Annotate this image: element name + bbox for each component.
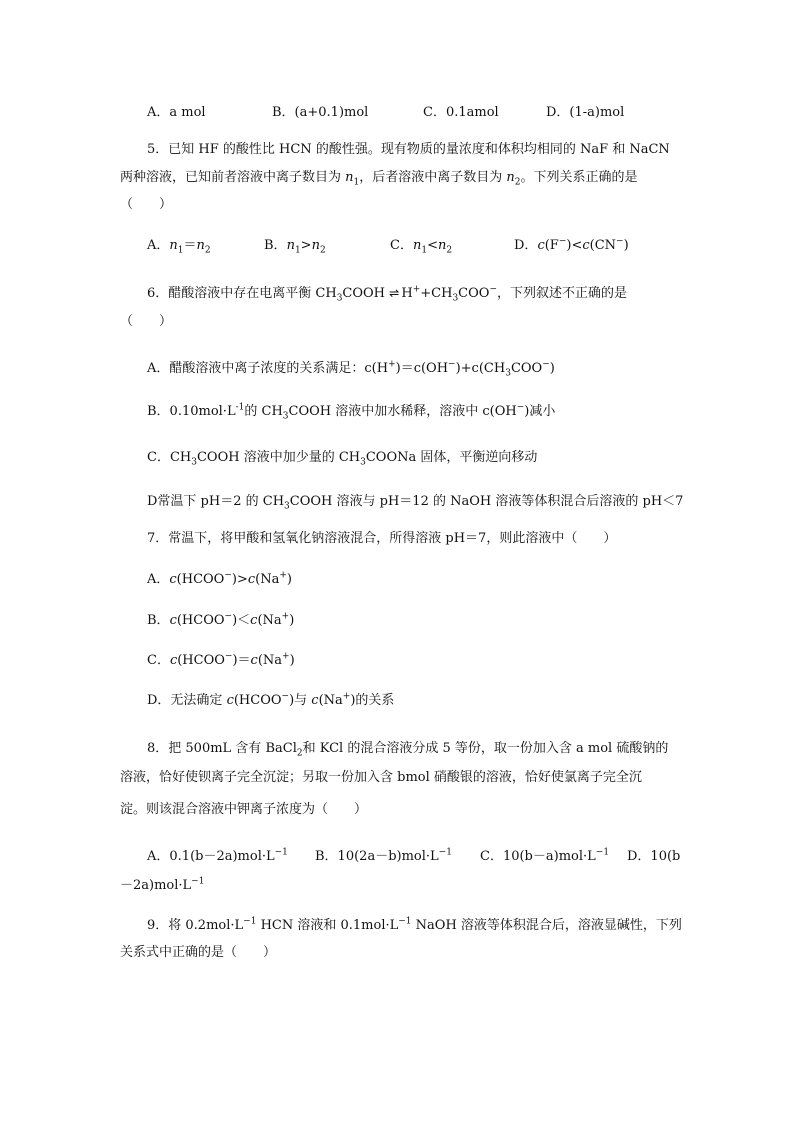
q4-option-d: D．(1-a)mol <box>546 105 625 120</box>
q8-line-2: 溶液，恰好使钡离子完全沉淀；另取一份加入含 bmol 硝酸银的溶液，恰好使氯离子完全沉 <box>120 770 642 785</box>
q7-stem: 7．常温下，将甲酸和氢氧化钠溶液混合，所得溶液 pH＝7，则此溶液中（ ） <box>147 531 617 546</box>
q5-option-d: D．c(F−)<c(CN−) <box>514 236 629 253</box>
q8-option-d: D．10(b <box>627 849 681 864</box>
q8-line-3: 淀。则该混合溶液中钾离子浓度为（ ） <box>120 802 368 817</box>
q5-options <box>147 237 667 255</box>
q7-option-b: B．c(HCOO−)＜c(Na+) <box>147 611 295 628</box>
q5-line-1: 5．已知 HF 的酸性比 HCN 的酸性强。现有物质的量浓度和体积均相同的 NaF 和 NaCN <box>147 142 670 157</box>
q4-options <box>147 104 667 122</box>
q7-option-a: A．c(HCOO−)>c(Na+) <box>147 570 292 587</box>
equilibrium-arrow-icon: ⇌ <box>389 286 398 300</box>
q5-answer-paren: （ ） <box>120 197 173 212</box>
q8-option-c: C．$10(b-a)mol\cdot L^{-1}$ <box>480 847 610 864</box>
q7-option-c: C．c(HCOO−)＝c(Na+) <box>147 651 295 668</box>
q5-line-2: 两种溶液，已知前者溶液中离子数目为 $n_1$，后者溶液中离子数目为 $n_2$。下列关系正确的是 <box>120 170 638 188</box>
q6-line-1: 6．醋酸溶液中存在电离平衡 $CH_3COOH$ ⇌ $H^++CH_3COO^-$，下列叙述不正确的是 <box>147 284 627 304</box>
q8-line-1: 8．把 500mL 含有 BaCl$_2$和 KCl 的混合溶液分成 5 等份，取一份加入含 a mol 硫酸钠的 <box>147 741 669 759</box>
q6-option-b: B．$0.10mol\cdot L^{-1}$的 $CH_3COOH$ 溶液中加水稀释，溶液中 c(OH−)减小 <box>147 402 556 422</box>
q4-option-a: A．a mol <box>147 105 206 120</box>
q5-option-c: C．$n_1<n_2$ <box>390 238 453 256</box>
q8-option-d-continued: $-2a)mol\cdot L^{-1}$ <box>120 876 205 893</box>
q6-answer-paren: （ ） <box>120 314 173 329</box>
q6-option-d: D常温下 pH＝2 的 $CH_3COOH$ 溶液与 pH＝12 的 NaOH 溶液等体积混合后溶液的 pH＜7 <box>147 494 684 512</box>
q5-option-b: B．$n_1>n_2$ <box>264 238 326 256</box>
q8-option-a: A．$0.1(b-2a)mol\cdot L^{-1}$ <box>147 847 288 864</box>
q6-option-c: C．$CH_3COOH$ 溶液中加少量的 $CH_3COONa$ 固体，平衡逆向移动 <box>147 450 538 468</box>
q6-option-a: A．醋酸溶液中离子浓度的关系满足：$c(H^+)=c(OH^-)+c(CH_3COO^-)$ <box>147 359 555 379</box>
q4-option-b: B．(a+0.1)mol <box>272 105 369 120</box>
q4-option-c: C．0.1amol <box>423 105 499 120</box>
q5-option-a: A．$n_1=n_2$ <box>147 238 211 256</box>
q8-options <box>147 848 687 866</box>
q7-option-d: D．无法确定 c(HCOO−)与 c(Na+)的关系 <box>147 691 395 708</box>
q9-line-1: 9．将 $0.2mol\cdot L^{-1}$ HCN 溶液和 $0.1mol\cdot L^{-1}$ NaOH 溶液等体积混合后，溶液显碱性，下列 <box>147 916 682 933</box>
q8-option-b: B．$10(2a-b)mol\cdot L^{-1}$ <box>315 847 452 864</box>
q9-line-2: 关系式中正确的是（ ） <box>120 945 277 960</box>
